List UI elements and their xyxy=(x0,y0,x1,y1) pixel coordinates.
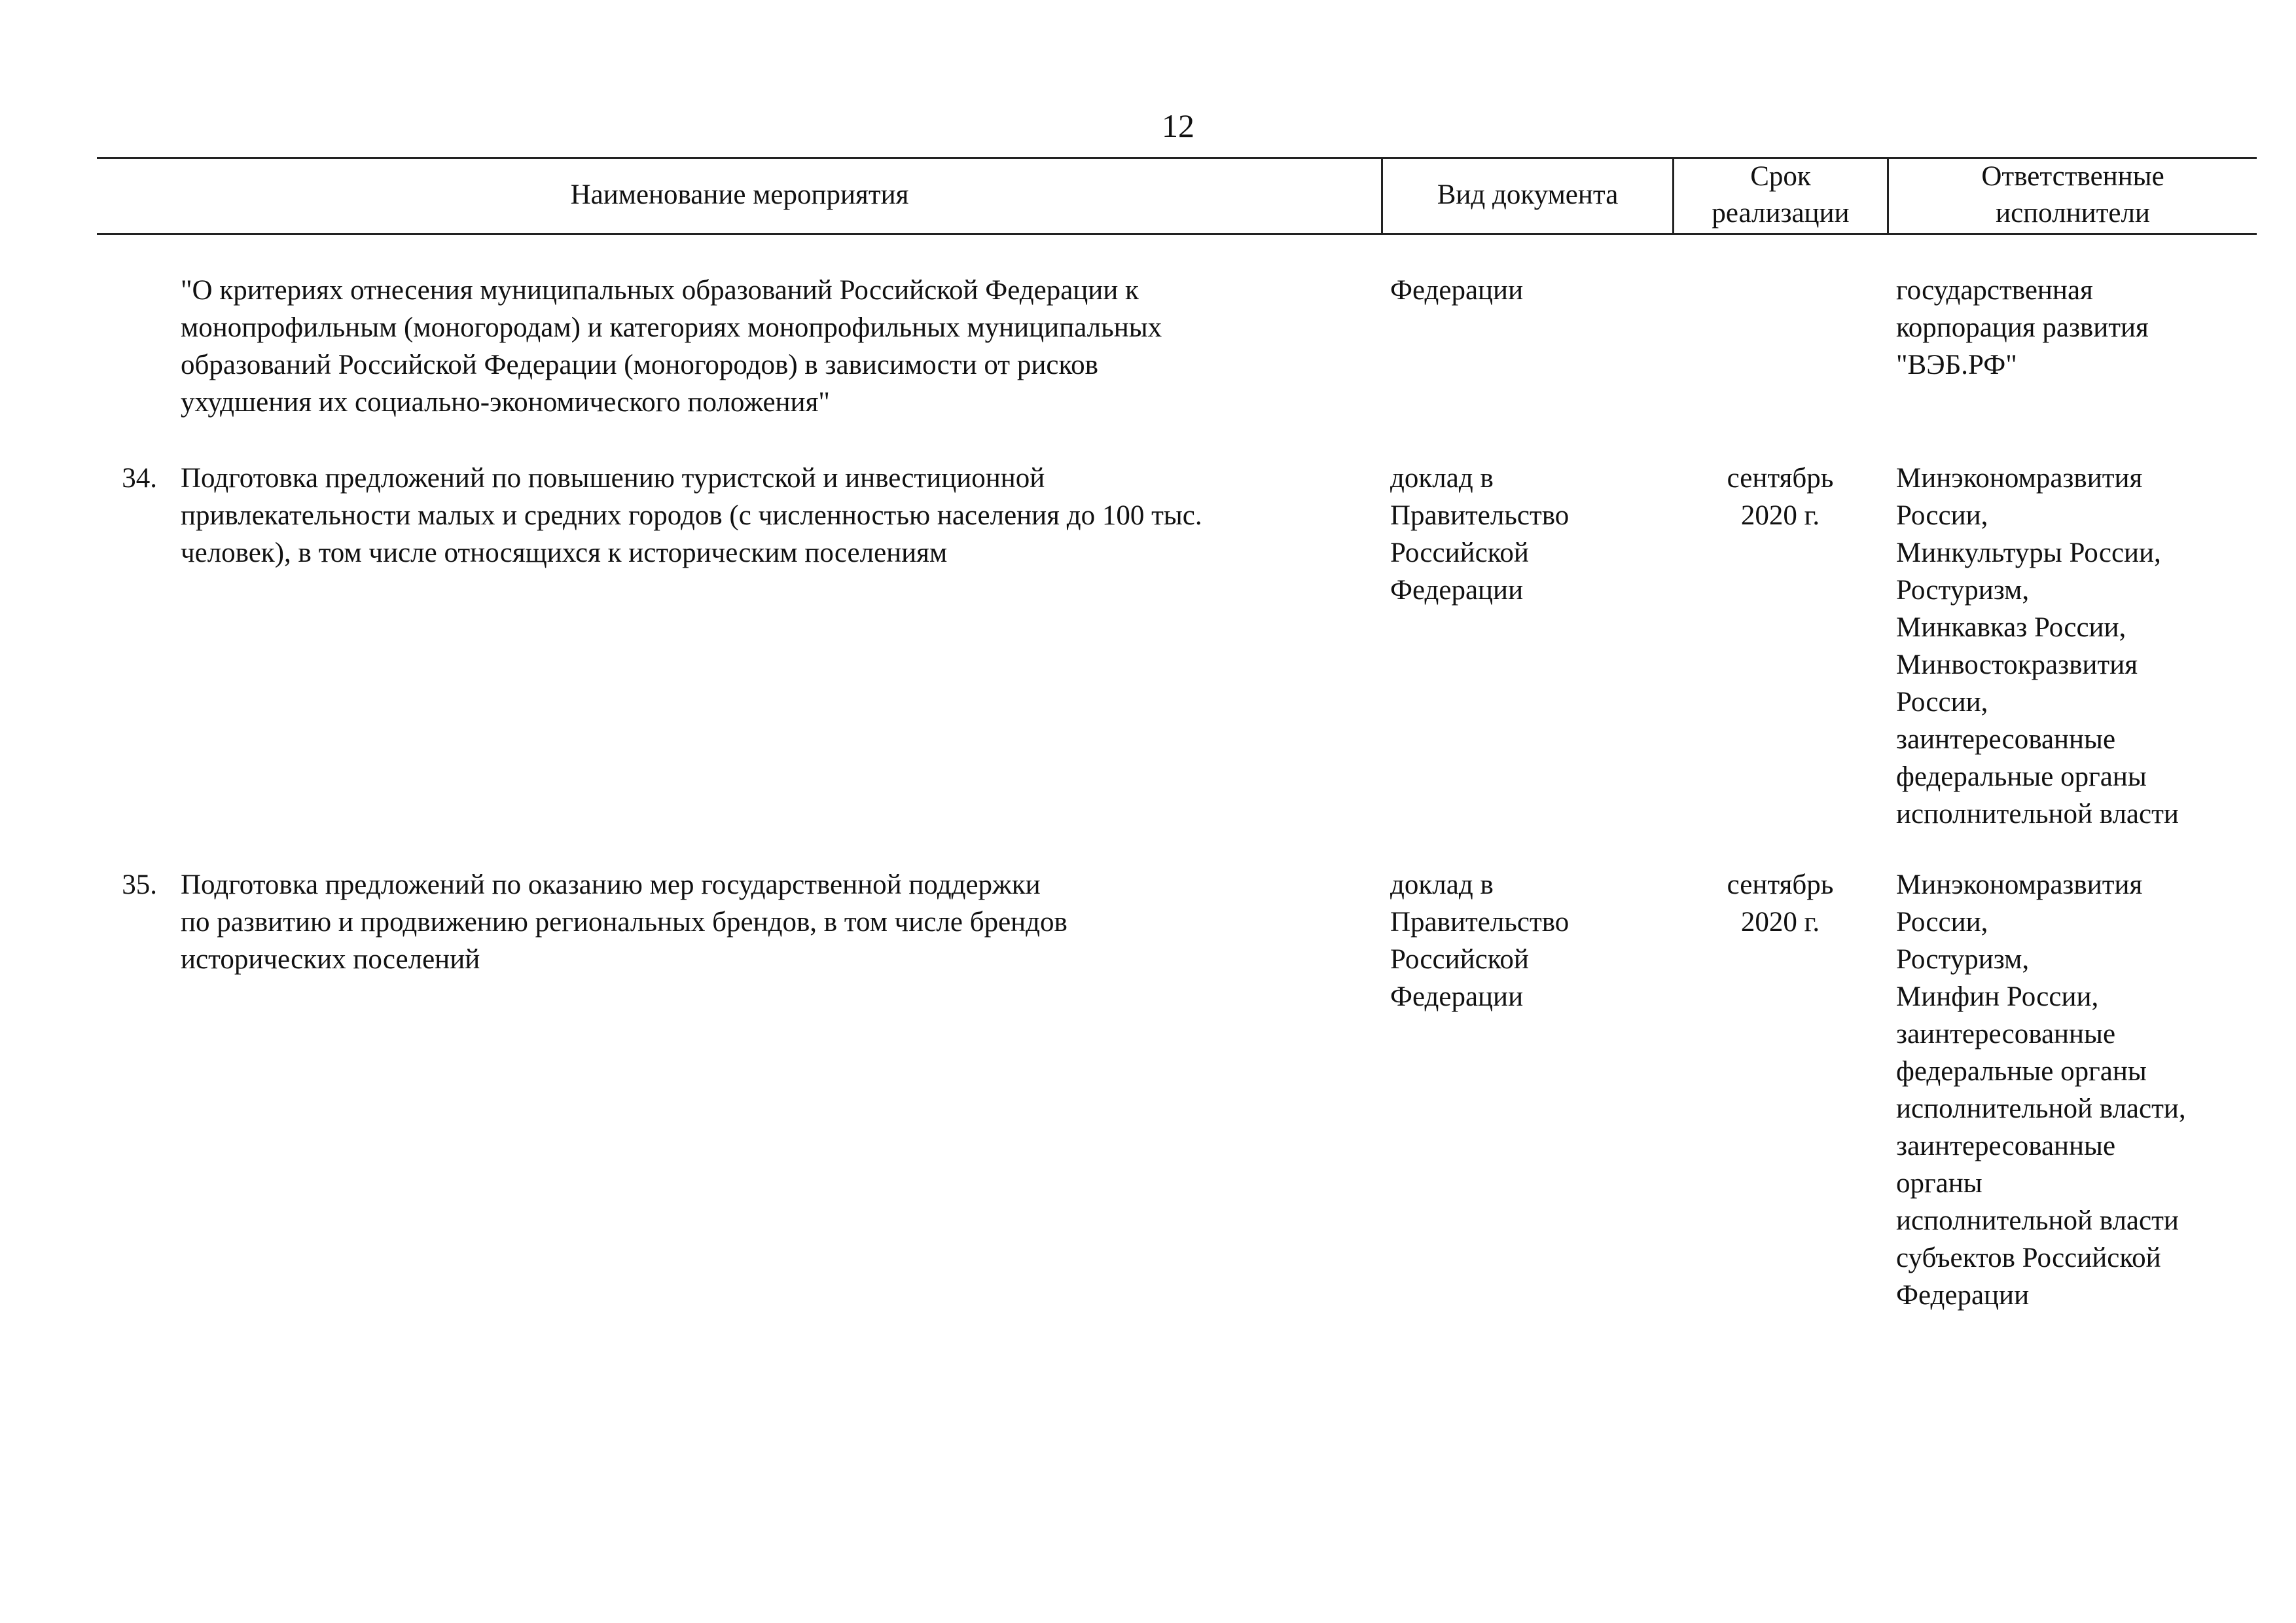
row-34-responsible: Минэкономразвития России, Минкультуры России, Ростуризм, Минкавказ России, Минвостокразвития России, заинтересованные федеральные органы исполнительной власти xyxy=(1896,463,2179,830)
row-35-responsible: Минэкономразвития России, Ростуризм, Минфин России, заинтересованные федеральные органы исполнительной власти, заинтересованные органы исполнительной власти субъектов Российской Федерации xyxy=(1896,869,2186,1311)
row-34-doc: доклад в Правительство Российской Федерации xyxy=(1390,463,1570,606)
header-bottom-rule xyxy=(97,233,2257,235)
row-35-name: Подготовка предложений по оказанию мер государственной поддержки по развитию и продвижению региональных брендов, в том числе брендов исторических поселений xyxy=(181,869,1067,975)
row-continuation-responsible: государственная корпорация развития "ВЭБ.РФ" xyxy=(1896,275,2149,380)
row-35-term: сентябрь 2020 г. xyxy=(1727,869,1834,938)
row-34-number: 34. xyxy=(122,463,157,494)
header-doc-type: Вид документа xyxy=(1437,179,1619,210)
row-continuation-name: "О критериях отнесения муниципальных образований Российской Федерации к монопрофильным (моногородам) и категориях монопрофильных муниципальных образований Российской Федерации (моногородов) в зависимости от рисков ухудшения их социально-экономического положения" xyxy=(181,275,1162,418)
row-continuation-doc: Федерации xyxy=(1390,275,1524,306)
page-number: 12 xyxy=(1162,107,1194,144)
header-name: Наименование мероприятия xyxy=(570,179,909,210)
row-35-number: 35. xyxy=(122,869,157,900)
row-34-name: Подготовка предложений по повышению туристской и инвестиционной привлекательности малых и средних городов (с численностью населения до 100 тыс. человек), в том числе относящихся к историческим поселениям xyxy=(181,463,1202,568)
header-responsible: Ответственные исполнители xyxy=(1981,161,2164,228)
row-35-doc: доклад в Правительство Российской Федерации xyxy=(1390,869,1570,1012)
header-term: Срок реализации xyxy=(1712,161,1850,228)
row-34-term: сентябрь 2020 г. xyxy=(1727,463,1834,531)
